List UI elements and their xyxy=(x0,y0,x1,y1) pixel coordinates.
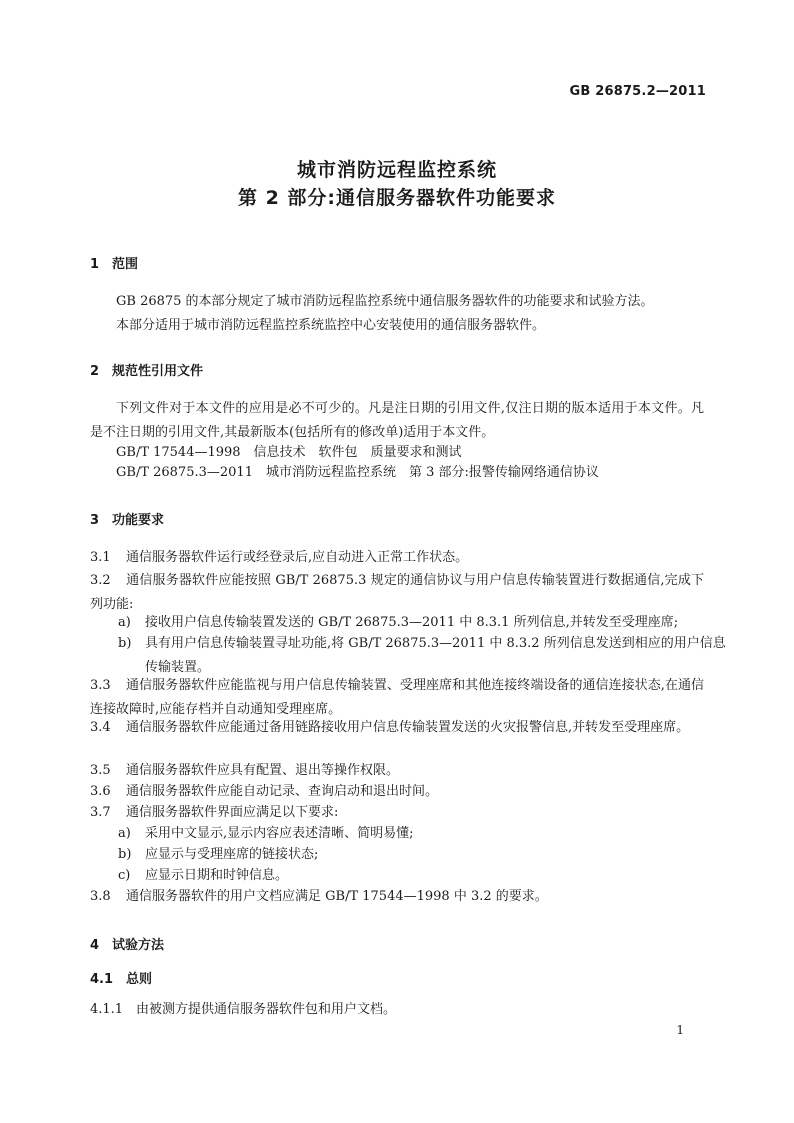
clause-number: 3.2 xyxy=(90,573,111,588)
document-title-line2: 第 2 部分:通信服务器软件功能要求 xyxy=(237,187,557,209)
clause-text: 通信服务器软件应能按照 GB/T 26875.3 规定的通信协议与用户信息传输装置进行数据通信,完成下列功能: xyxy=(90,573,704,612)
item-text: 具有用户信息传输装置寻址功能,将 GB/T 26875.3—2011 中 8.3.2 所列信息发送到相应的用户信息传输装置。 xyxy=(145,636,726,675)
section-2-heading xyxy=(90,360,203,379)
clause-3-2-item-b xyxy=(118,632,731,680)
section-number: 3 xyxy=(90,513,100,528)
clause-text: 通信服务器软件应具有配置、退出等操作权限。 xyxy=(126,763,400,778)
clause-3-8 xyxy=(90,885,704,909)
section-3-heading xyxy=(90,509,164,528)
clause-text: 通信服务器软件界面应满足以下要求: xyxy=(126,805,339,820)
clause-text: 通信服务器软件运行或经登录后,应自动进入正常工作状态。 xyxy=(126,550,469,565)
item-label: c) xyxy=(118,868,131,883)
section-1-paragraph-2: 本部分适用于城市消防远程监控系统监控中心安装使用的通信服务器软件。 xyxy=(116,318,546,333)
clause-text: 通信服务器软件应能监视与用户信息传输装置、受理座席和其他连接终端设备的通信连接状态,在通信连接故障时,应能存档并自动通知受理座席。 xyxy=(90,678,704,717)
section-number: 2 xyxy=(90,364,100,379)
clause-text: 由被测方提供通信服务器软件包和用户文档。 xyxy=(136,1002,397,1017)
item-text: 应显示与受理座席的链接状态; xyxy=(145,847,319,862)
clause-3-1 xyxy=(90,546,704,570)
clause-number: 3.8 xyxy=(90,889,111,904)
clause-number: 3.1 xyxy=(90,550,111,565)
page-number: 1 xyxy=(676,1023,684,1037)
clause-number: 3.4 xyxy=(90,720,111,735)
section-1-heading xyxy=(90,253,138,272)
standard-code: GB 26875.2—2011 xyxy=(569,84,706,99)
section-2-paragraph: 下列文件对于本文件的应用是必不可少的。凡是注日期的引用文件,仅注日期的版本适用于本文件。凡是不注日期的引用文件,其最新版本(包括所有的修改单)适用于本文件。 xyxy=(90,401,704,440)
item-text: 接收用户信息传输装置发送的 GB/T 26875.3—2011 中 8.3.1 所列信息,并转发至受理座席; xyxy=(145,615,679,630)
clause-number: 3.7 xyxy=(90,805,111,820)
subsection-number: 4.1 xyxy=(90,972,114,987)
clause-3-3 xyxy=(90,674,704,722)
normative-reference-2: GB/T 26875.3—2011 城市消防远程监控系统 第 3 部分:报警传输网络通信协议 xyxy=(116,465,599,480)
section-1-paragraph-1: GB 26875 的本部分规定了城市消防远程监控系统中通信服务器软件的功能要求和试验方法。 xyxy=(116,294,654,309)
item-text: 应显示日期和时钟信息。 xyxy=(145,868,289,883)
clause-number: 4.1.1 xyxy=(90,1002,124,1017)
subsection-title: 总则 xyxy=(126,972,153,987)
section-number: 4 xyxy=(90,938,100,953)
clause-number: 3.6 xyxy=(90,784,111,799)
section-title: 功能要求 xyxy=(112,513,165,528)
section-title: 规范性引用文件 xyxy=(112,364,204,379)
clause-text: 通信服务器软件应能自动记录、查询启动和退出时间。 xyxy=(126,784,439,799)
section-4-heading xyxy=(90,934,164,953)
clause-text: 通信服务器软件应能通过备用链路接收用户信息传输装置发送的火灾报警信息,并转发至受理座席。 xyxy=(126,720,690,735)
clause-number: 3.5 xyxy=(90,763,111,778)
item-label: a) xyxy=(118,826,131,841)
item-label: b) xyxy=(118,847,132,862)
section-title: 范围 xyxy=(112,257,139,272)
item-label: a) xyxy=(118,615,131,630)
document-title-line1: 城市消防远程监控系统 xyxy=(296,159,497,181)
clause-3-2 xyxy=(90,569,704,617)
section-title: 试验方法 xyxy=(112,938,165,953)
subsection-4-1-heading xyxy=(90,968,152,987)
clause-number: 3.3 xyxy=(90,678,111,693)
clause-4-1-1 xyxy=(90,998,704,1022)
clause-text: 通信服务器软件的用户文档应满足 GB/T 17544—1998 中 3.2 的要求。 xyxy=(126,889,548,904)
clause-3-4 xyxy=(90,716,704,740)
normative-reference-1: GB/T 17544—1998 信息技术 软件包 质量要求和测试 xyxy=(116,445,462,460)
item-label: b) xyxy=(118,636,132,651)
item-text: 采用中文显示,显示内容应表述清晰、简明易懂; xyxy=(145,826,414,841)
section-number: 1 xyxy=(90,257,100,272)
